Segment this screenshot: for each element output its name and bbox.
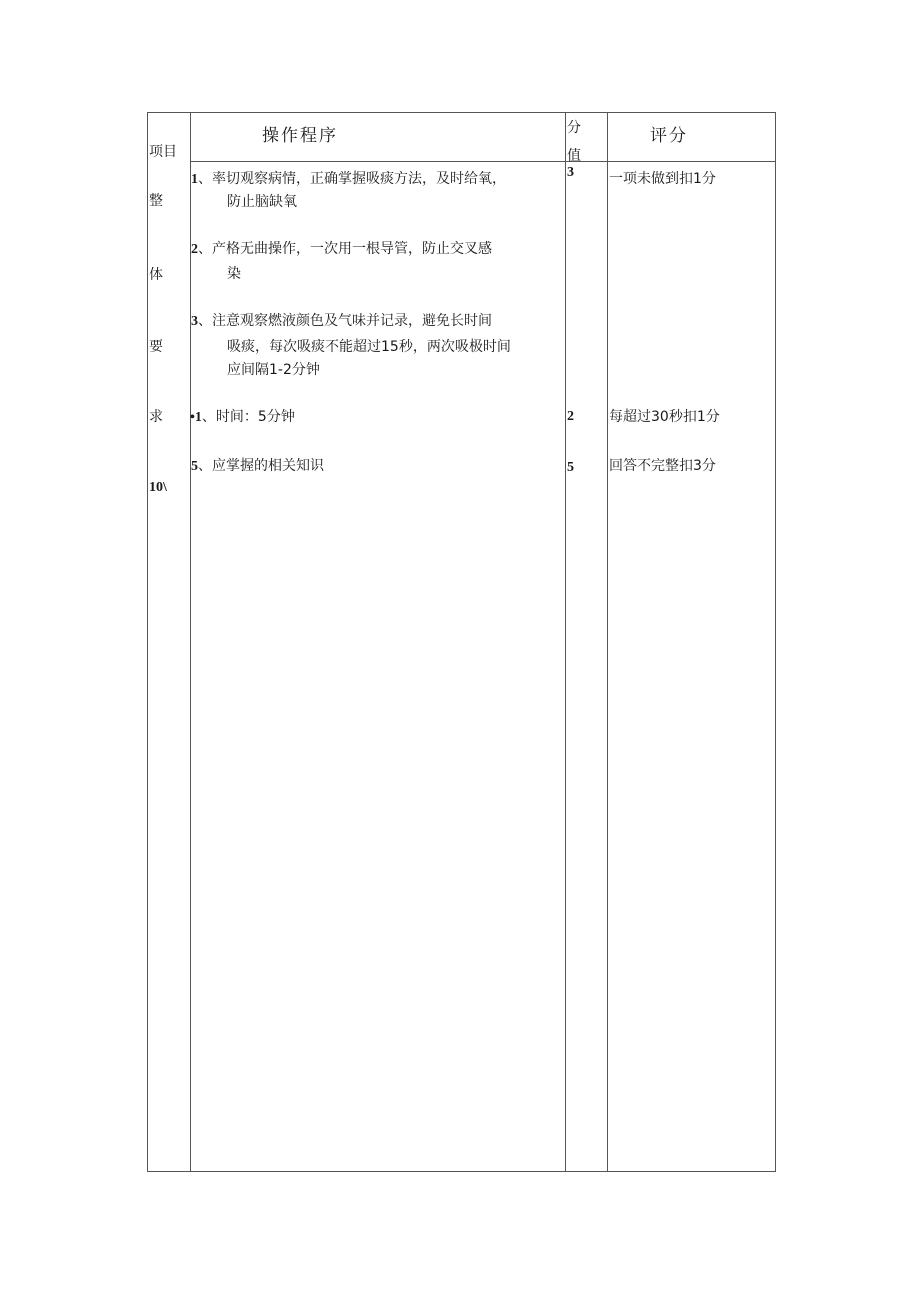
step-text: 应间隔1-2分钟 xyxy=(227,362,320,378)
step-grading: 回答不完整扣3分 xyxy=(609,458,716,474)
step-score: 3 xyxy=(567,165,574,180)
step-text: 、应掌握的相关知识 xyxy=(198,458,324,474)
step-text: 、时间：5分钟 xyxy=(201,409,295,425)
step-text: 、注意观察燃液颜色及气味并记录，避免长时间 xyxy=(198,313,492,329)
step-text: 吸痰，每次吸痰不能超过15秒，两次吸极时间 xyxy=(227,339,511,355)
step-text: 染 xyxy=(227,266,241,282)
step-line xyxy=(191,457,324,476)
item-score-total: 10\ xyxy=(149,480,167,495)
table-right-border xyxy=(775,112,776,1172)
header-grading: 评分 xyxy=(650,126,688,146)
column-divider-score xyxy=(607,112,608,1172)
step-line xyxy=(191,170,506,189)
step-number: 2 xyxy=(191,242,198,257)
step-text: 、率切观察病情，正确掌握吸痰方法，及时给氧， xyxy=(198,171,506,187)
column-divider-item xyxy=(190,112,191,1172)
step-line xyxy=(191,312,492,331)
header-score-top: 分 xyxy=(567,120,581,136)
table-top-border xyxy=(147,112,776,113)
step-score: 2 xyxy=(567,409,574,424)
table-left-border xyxy=(147,112,148,1172)
step-score: 5 xyxy=(567,460,574,475)
table-bottom-border xyxy=(147,1171,776,1172)
item-char: 要 xyxy=(149,339,163,355)
step-number: 3 xyxy=(191,314,198,329)
step-grading: 每超过30秒扣1分 xyxy=(609,409,720,425)
header-score-bottom: 值 xyxy=(567,148,581,164)
header-bottom-border xyxy=(190,161,776,162)
header-item: 项目 xyxy=(149,144,177,160)
item-char: 求 xyxy=(149,409,163,425)
step-text: 防止脑缺氧 xyxy=(227,194,297,210)
step-line xyxy=(191,240,492,259)
step-line xyxy=(190,408,295,427)
step-number: 5 xyxy=(191,459,198,474)
step-grading: 一项未做到扣1分 xyxy=(609,171,716,187)
item-char: 整 xyxy=(149,193,163,209)
column-divider-procedure xyxy=(565,112,566,1172)
step-number: •1 xyxy=(190,410,202,425)
header-procedure: 操作程序 xyxy=(262,126,338,146)
item-char: 体 xyxy=(149,267,163,283)
step-text: 、产格无曲操作，一次用一根导管，防止交叉感 xyxy=(198,241,492,257)
step-number: 1 xyxy=(191,172,198,187)
